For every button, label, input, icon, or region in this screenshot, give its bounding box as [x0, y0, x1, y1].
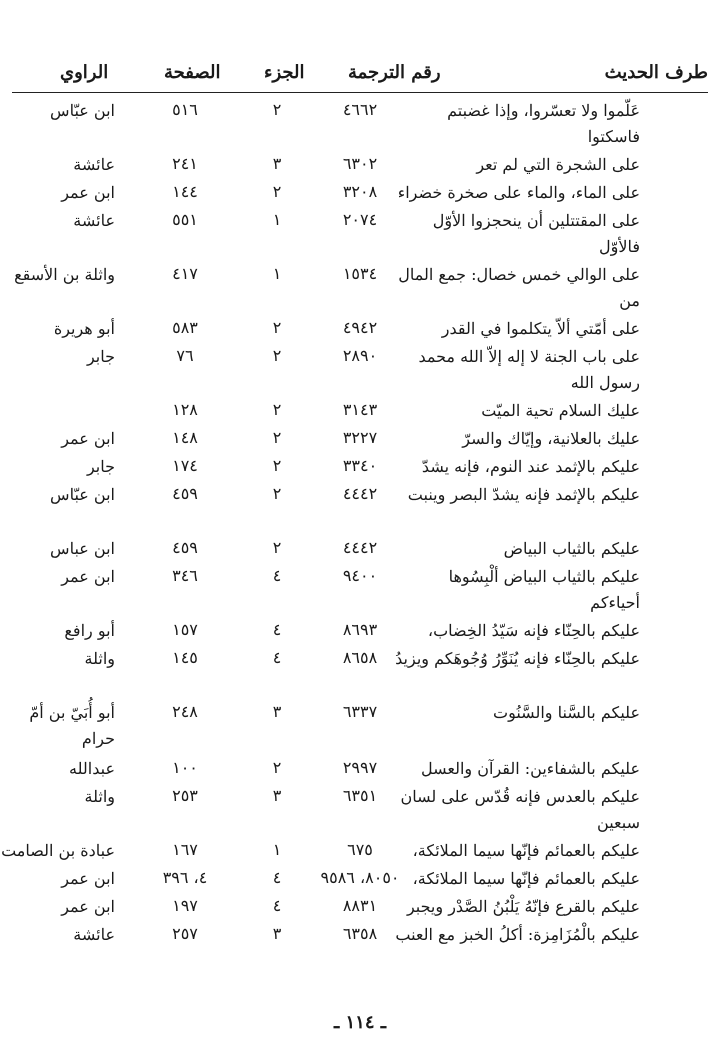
- hadith-text: عليكم بالحِنّاء فإنه سَيّدُ الخِضاب،: [427, 621, 640, 640]
- hadith-text: عليكم بالشفاءين: القرآن والعسل: [421, 759, 640, 778]
- juz-number: ٣: [272, 702, 282, 721]
- tarjama-number: ٣١٤٣: [342, 400, 378, 419]
- tarjama-number: ٢٩٩٧: [342, 758, 378, 777]
- hadith-text: عليكم بالْمُزَامِزة: أكلُ الخبز مع العنب: [395, 925, 640, 944]
- narrator: واثلة: [84, 787, 115, 806]
- page-number-cell: ١٦٧: [172, 840, 198, 859]
- juz-number: ٣: [272, 786, 282, 805]
- tarjama-number: ٤٩٤٢: [342, 318, 378, 337]
- narrator: عائشة: [73, 211, 115, 230]
- table-row: [0, 150, 720, 178]
- header-rawi: الراوي: [60, 62, 109, 83]
- page-number: ـ ١١٤ ـ: [333, 1012, 387, 1033]
- tarjama-number: ٨٨٣١: [342, 896, 378, 915]
- narrator: ابن عمر: [61, 869, 115, 888]
- page-number-cell: ٤٥٩: [172, 484, 198, 503]
- page-number-cell: ٤١٧: [172, 264, 198, 283]
- page-number-cell: ٥٨٣: [172, 318, 198, 337]
- page-number-cell: ٧٦: [176, 346, 194, 365]
- table-row: [0, 314, 720, 342]
- juz-number: ٢: [272, 428, 282, 447]
- juz-number: ٢: [272, 484, 282, 503]
- table-row: [0, 836, 720, 864]
- juz-number: ٢: [272, 182, 282, 201]
- narrator: ابن عمر: [61, 897, 115, 916]
- table-header: [12, 56, 708, 93]
- hadith-text: على المقتتلين أن ينحجزوا الأوّل فالأوّل: [432, 211, 640, 256]
- table-row: [0, 206, 720, 260]
- tarjama-number: ٢٠٧٤: [342, 210, 378, 229]
- page-number-cell: ٢٤١: [172, 154, 198, 173]
- table-row: [0, 342, 720, 396]
- hadith-text: على أمّتي ألاّ يتكلموا في القدر: [441, 319, 640, 338]
- page-number-cell: ٥٥١: [172, 210, 198, 229]
- table-row: [0, 480, 720, 534]
- tarjama-number: ٤٤٤٢: [342, 538, 378, 557]
- tarjama-number: ٦٣٥٨: [342, 924, 378, 943]
- table-row: [0, 178, 720, 206]
- hadith-text: عليكم بالحِنّاء فإنه يُنَوِّرُ وُجُوهَكم ويزيدُ: [395, 649, 640, 668]
- juz-number: ٤: [272, 896, 282, 915]
- juz-number: ٢: [272, 758, 282, 777]
- page-number-cell: ٤٥٩: [172, 538, 198, 557]
- tarjama-number: ٢٨٩٠: [342, 346, 378, 365]
- table-row: [0, 396, 720, 424]
- header-page: الصفحة: [164, 62, 221, 83]
- tarjama-number: ٦٣٠٢: [342, 154, 378, 173]
- narrator: ابن عمر: [61, 429, 115, 448]
- juz-number: ٤: [272, 620, 282, 639]
- hadith-text: عليكم بالثياب البياض: [503, 539, 640, 558]
- narrator: عائشة: [73, 155, 115, 174]
- narrator: ابن عبّاس: [50, 485, 115, 504]
- narrator: واثلة بن الأسقع: [14, 265, 115, 284]
- tarjama-number: ١٥٣٤: [342, 264, 378, 283]
- hadith-text: عليكم بالعدس فإنه قُدّس على لسان سبعين: [400, 787, 640, 832]
- table-row: [0, 260, 720, 314]
- page-number-cell: ٣٤٦: [172, 566, 198, 585]
- table-row: [0, 562, 720, 616]
- juz-number: ٢: [272, 400, 282, 419]
- table-row: [0, 616, 720, 644]
- narrator: ابن عباس: [50, 539, 115, 558]
- narrator: واثلة: [84, 649, 115, 668]
- hadith-text: عليكم بالعمائم فإنّها سيما الملائكة،: [412, 869, 640, 888]
- hadith-text: عليك السلام تحية الميّت: [481, 401, 640, 420]
- page-number-cell: ١٢٨: [172, 400, 198, 419]
- page-number-cell: ١٧٤: [172, 456, 198, 475]
- tarjama-number: ٦٣٣٧: [342, 702, 378, 721]
- table-row: [0, 534, 720, 562]
- hadith-text: على الوالي خمس خصال: جمع المال من: [398, 265, 640, 310]
- hadith-text: على الشجرة التي لم تعر: [476, 155, 640, 174]
- juz-number: ٢: [272, 456, 282, 475]
- narrator: جابر: [86, 347, 115, 366]
- page-number-cell: ١٤٤: [172, 182, 198, 201]
- juz-number: ١: [272, 210, 282, 229]
- table-body: [0, 96, 720, 974]
- page-number-cell: ٢٥٣: [172, 786, 198, 805]
- page-number-cell: ٢٤٨: [172, 702, 198, 721]
- table-row: [0, 644, 720, 698]
- hadith-text: عليك بالعلانية، وإيّاك والسرّ: [462, 429, 640, 448]
- hadith-text: عليكم بالإثمد فإنه يشدّ البصر وينبت: [407, 485, 640, 504]
- page-number-cell: ١٠٠: [172, 758, 198, 777]
- hadith-text: على الماء، والماء على صخرة خضراء: [397, 183, 640, 202]
- tarjama-number: ٣٣٤٠: [342, 456, 378, 475]
- tarjama-number: ٦٣٥١: [342, 786, 378, 805]
- tarjama-number: ٤٤٤٢: [342, 484, 378, 503]
- hadith-text: على باب الجنة لا إله إلاّ الله محمد رسول الله: [418, 347, 640, 392]
- table-row: [0, 754, 720, 782]
- narrator: ابن عبّاس: [50, 101, 115, 120]
- page-number-cell: ١٤٨: [172, 428, 198, 447]
- page-number-cell: ٤، ٣٩٦: [162, 868, 208, 887]
- table-row: [0, 782, 720, 836]
- table-row: [0, 96, 720, 150]
- table-row: [0, 920, 720, 974]
- header-juz: الجزء: [264, 62, 305, 83]
- juz-number: ٢: [272, 318, 282, 337]
- tarjama-number: ٩٤٠٠: [342, 566, 378, 585]
- tarjama-number: ٦٧٥: [347, 840, 373, 859]
- juz-number: ٤: [272, 868, 282, 887]
- juz-number: ١: [272, 264, 282, 283]
- hadith-text: عليكم بالإثمد عند النوم، فإنه يشدّ: [421, 457, 640, 476]
- page-number-cell: ٥١٦: [172, 100, 198, 119]
- table-row: [0, 864, 720, 892]
- header-hadith: طرف الحديث: [604, 62, 708, 83]
- narrator: عبادة بن الصامت: [1, 841, 115, 860]
- narrator: عبدالله: [69, 759, 115, 778]
- page-number-cell: ١٤٥: [172, 648, 198, 667]
- juz-number: ٤: [272, 566, 282, 585]
- page-number-cell: ١٥٧: [172, 620, 198, 639]
- juz-number: ٤: [272, 648, 282, 667]
- table-row: [0, 452, 720, 480]
- juz-number: ١: [272, 840, 282, 859]
- hadith-text: عَلّموا ولا تعسّروا، وإذا غضبتم فاسكتوا: [447, 101, 640, 146]
- tarjama-number: ٤٦٦٢: [342, 100, 378, 119]
- juz-number: ٢: [272, 346, 282, 365]
- hadith-text: عليكم بالقرع فإنّهُ يَلْبُنُ الصَّدْر ويجبر: [406, 897, 640, 916]
- narrator: عائشة: [73, 925, 115, 944]
- narrator: جابر: [86, 457, 115, 476]
- juz-number: ٣: [272, 154, 282, 173]
- juz-number: ٣: [272, 924, 282, 943]
- narrator: ابن عمر: [61, 183, 115, 202]
- tarjama-number: ٣٢٢٧: [342, 428, 378, 447]
- narrator: ابن عمر: [61, 567, 115, 586]
- hadith-text: عليكم بالسَّنا والسَّنُوت: [493, 703, 640, 722]
- tarjama-number: ٨٠٥٠، ٩٥٨٦: [320, 868, 400, 887]
- juz-number: ٢: [272, 100, 282, 119]
- narrator: أبو هريرة: [53, 319, 115, 338]
- juz-number: ٢: [272, 538, 282, 557]
- page-number-cell: ١٩٧: [172, 896, 198, 915]
- narrator: أبو رافع: [64, 621, 115, 640]
- tarjama-number: ٨٦٩٣: [342, 620, 378, 639]
- tarjama-number: ٨٦٥٨: [342, 648, 378, 667]
- table-row: [0, 892, 720, 920]
- tarjama-number: ٣٢٠٨: [342, 182, 378, 201]
- table-row: [0, 698, 720, 754]
- page-number-cell: ٢٥٧: [172, 924, 198, 943]
- table-row: [0, 424, 720, 452]
- header-tarjama: رقم الترجمة: [348, 62, 441, 83]
- hadith-text: عليكم بالعمائم فإنّها سيما الملائكة،: [412, 841, 640, 860]
- narrator: أبو أُبَيّ بن أمّ حرام: [29, 703, 115, 748]
- hadith-text: عليكم بالثياب البياض ألْبِسُوها أحياءكم: [448, 567, 640, 612]
